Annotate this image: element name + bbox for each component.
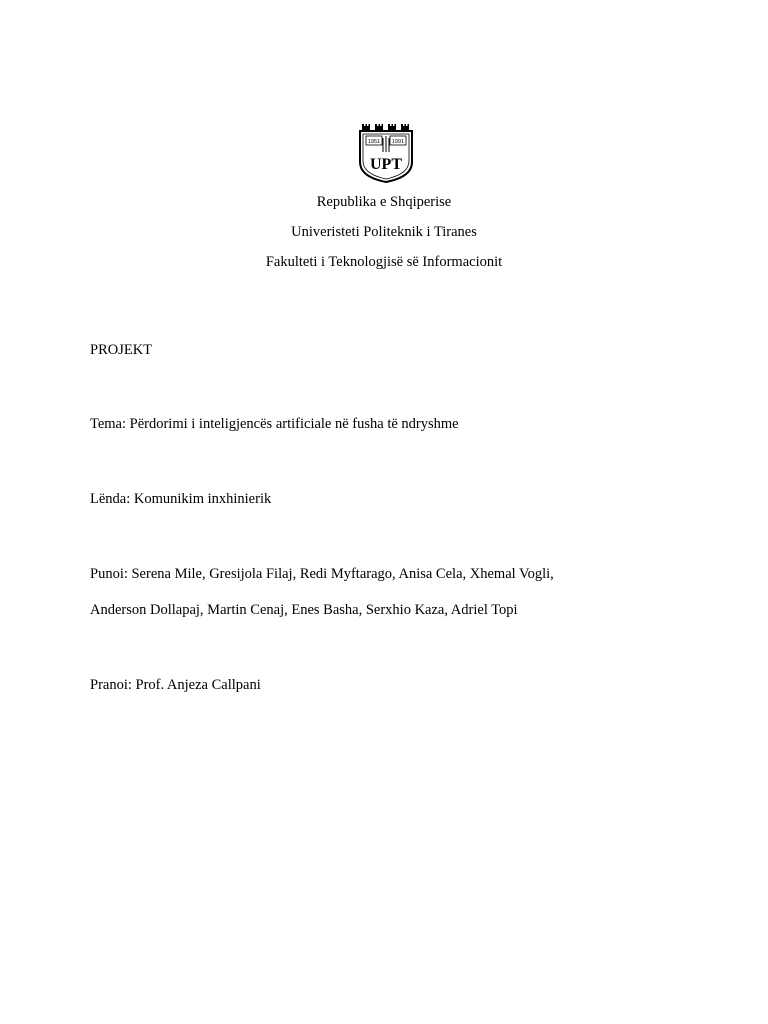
country-name: Republika e Shqiperise (316, 194, 452, 210)
logo-year-left: 1951 (367, 139, 381, 145)
university-seal-icon (357, 122, 415, 184)
project-label: PROJEKT (90, 342, 153, 358)
faculty-name: Fakulteti i Teknologjisë së Informacionit (265, 254, 503, 270)
logo-text: UPT (370, 156, 402, 173)
university-name: Univeristeti Politeknik i Tiranes (291, 224, 477, 240)
authors-line-1: Punoi: Serena Mile, Gresijola Filaj, Redi Myftarago, Anisa Cela, Xhemal Vogli, (90, 566, 554, 582)
logo-year-right: 1991 (391, 139, 405, 145)
topic-line: Tema: Përdorimi i inteligjencës artificiale në fusha të ndryshme (90, 416, 459, 432)
accepted-by-line: Pranoi: Prof. Anjeza Callpani (90, 677, 261, 693)
authors-line-2: Anderson Dollapaj, Martin Cenaj, Enes Basha, Serxhio Kaza, Adriel Topi (90, 602, 518, 618)
university-logo (357, 122, 415, 184)
subject-line: Lënda: Komunikim inxhinierik (90, 491, 272, 507)
